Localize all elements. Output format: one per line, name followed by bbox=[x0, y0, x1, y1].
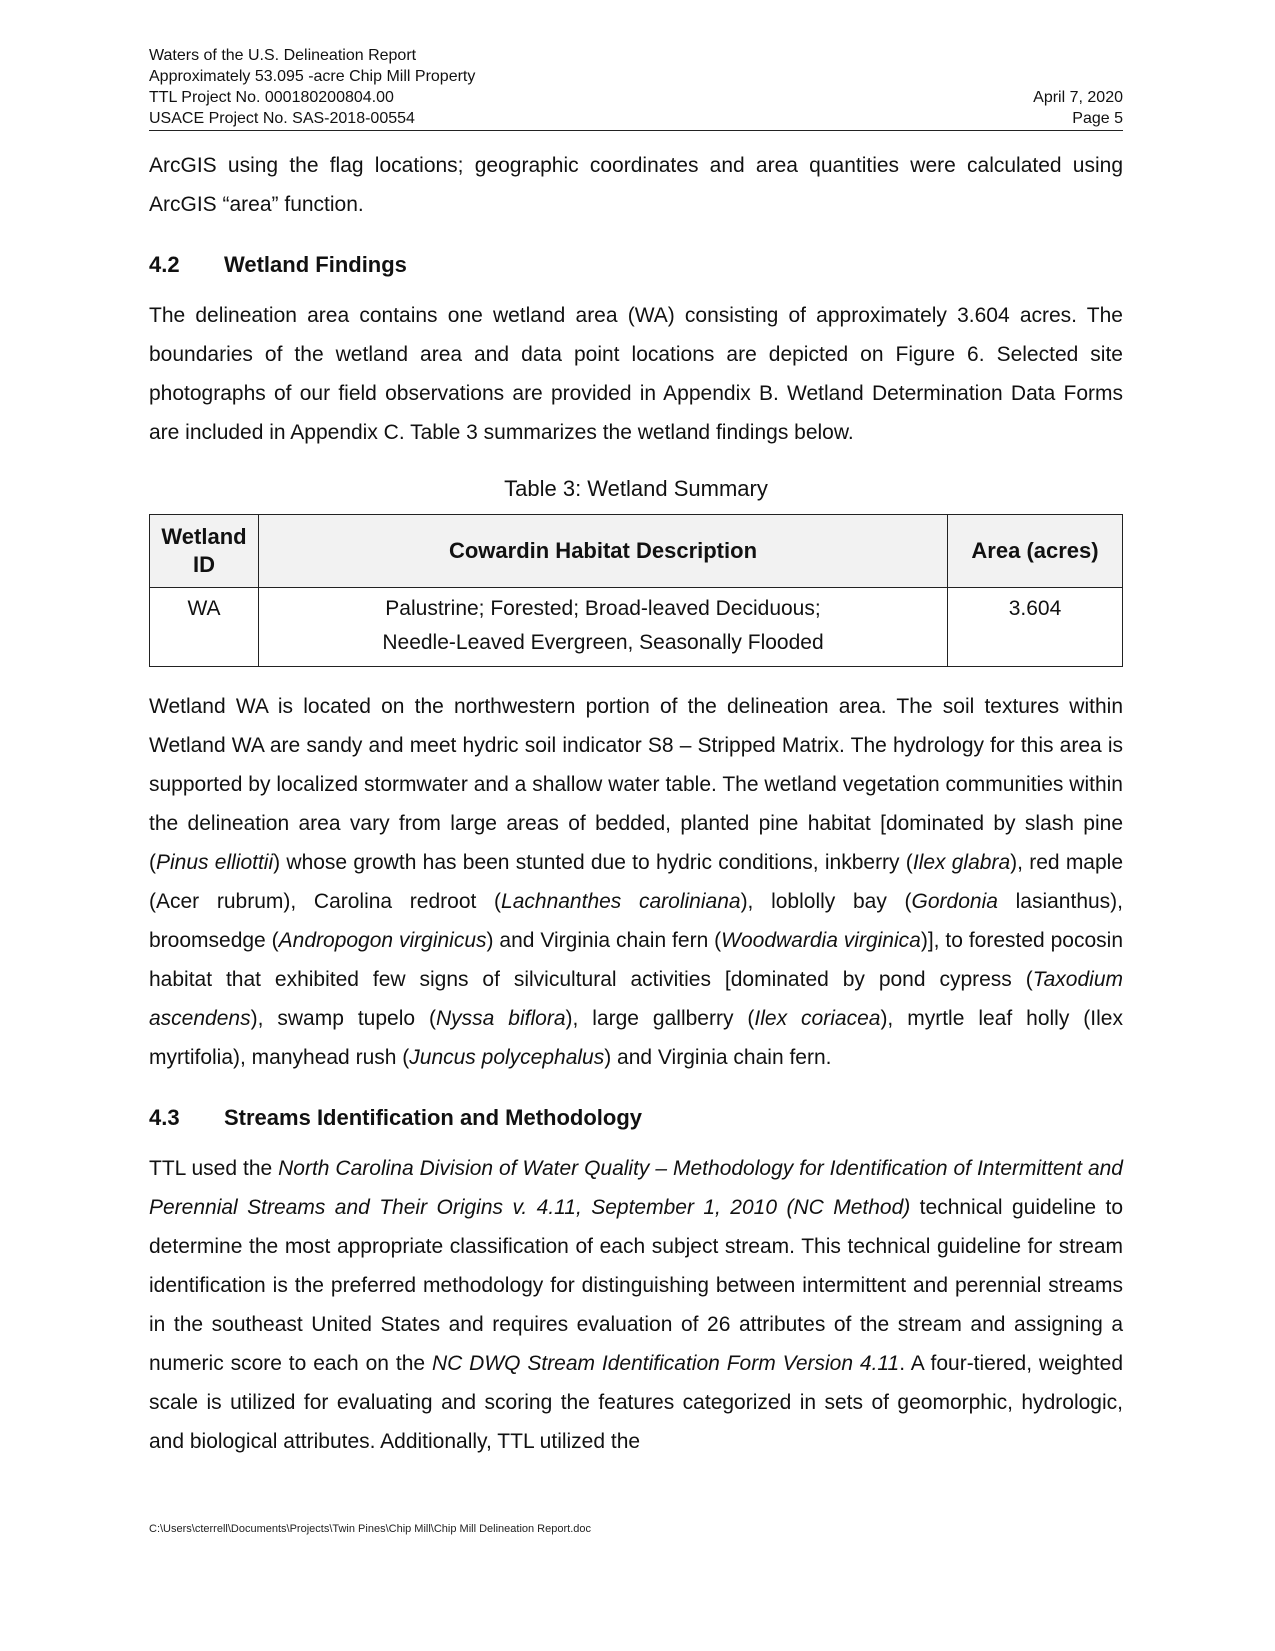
table-header-row bbox=[150, 515, 1123, 588]
text-run: ), myrtle leaf holly (Ilex myrtifolia), manyhead rush ( bbox=[149, 1007, 1123, 1069]
form-reference: NC DWQ Stream Identification Form Version 4.11 bbox=[431, 1352, 900, 1375]
cell-wetland-id: WA bbox=[150, 588, 259, 667]
wetland-summary-table bbox=[149, 514, 1123, 667]
text-run: ), red maple (Acer rubrum), Carolina redroot ( bbox=[149, 851, 1124, 913]
col-header-wetland-id: Wetland ID bbox=[150, 515, 259, 588]
section-title: Wetland Findings bbox=[224, 252, 407, 277]
section-title: Streams Identification and Methodology bbox=[224, 1105, 643, 1130]
page-header bbox=[149, 45, 1123, 131]
file-path-footer: C:\Users\cterrell\Documents\Projects\Twin Pines\Chip Mill\Chip Mill Delineation Report.doc bbox=[149, 1523, 591, 1535]
species-name: Pinus elliottii bbox=[156, 851, 274, 874]
streams-methodology-paragraph bbox=[149, 1149, 1123, 1461]
header-property: Approximately 53.095 -acre Chip Mill Property bbox=[149, 68, 476, 85]
text-run: technical guideline to determine the most appropriate classification of each subject stream. This technical guideline for stream identification is the preferred methodology for distinguishing between intermittent and perennial streams in the southeast United States and requires evaluation of 26 attributes of the stream and assigning a numeric score to each on the bbox=[149, 1196, 1123, 1375]
description-line: Needle-Leaved Evergreen, Seasonally Flooded bbox=[382, 631, 824, 654]
species-name: Ilex glabra bbox=[912, 851, 1011, 874]
header-page-number: Page 5 bbox=[1072, 110, 1123, 127]
species-name: Juncus polycephalus bbox=[409, 1046, 605, 1069]
section-number: 4.3 bbox=[149, 1105, 180, 1130]
wetland-findings-paragraph: The delineation area contains one wetland area (WA) consisting of approximately 3.604 acres. The boundaries of the wetland area and data point locations are depicted on Figure 6. Selected site photographs of our field observations are provided in Appendix B. Wetland Determination Data Forms are included in Appendix C. Table 3 summarizes the wetland findings below. bbox=[149, 304, 1123, 444]
species-name: Andropogon virginicus bbox=[278, 929, 487, 952]
section-4-2-heading bbox=[149, 250, 1123, 280]
text-run: ), loblolly bay ( bbox=[740, 890, 912, 913]
table-row bbox=[150, 588, 1123, 667]
text-run: ), swamp tupelo ( bbox=[250, 1007, 436, 1030]
document-body bbox=[149, 146, 1123, 1461]
cell-description bbox=[259, 588, 948, 667]
header-report-title: Waters of the U.S. Delineation Report bbox=[149, 47, 417, 64]
species-name: Nyssa biflora bbox=[436, 1007, 566, 1030]
cell-area: 3.604 bbox=[948, 588, 1123, 667]
text-run: lasianthus), broomsedge ( bbox=[149, 890, 1124, 952]
header-date: April 7, 2020 bbox=[1033, 89, 1123, 106]
species-name: Taxodium ascendens bbox=[149, 968, 1123, 1030]
method-reference: North Carolina Division of Water Quality – Methodology for Identification of Intermittent and Perennial Streams and Their Origins v. 4.11, September 1, 2010 (NC Method) bbox=[149, 1157, 1123, 1219]
species-name: Ilex coriacea bbox=[754, 1007, 881, 1030]
text-run: )], to forested pocosin habitat that exhibited few signs of silvicultural activities [dominated by pond cypress ( bbox=[149, 929, 1123, 991]
text-run: Wetland WA is located on the northwestern portion of the delineation area. The soil textures within Wetland WA are sandy and meet hydric soil indicator S8 – Stripped Matrix. The hydrology for this area is supported by localized stormwater and a shallow water table. The wetland vegetation communities within the delineation area vary from large areas of bedded, planted pine habitat [dominated by slash pine ( bbox=[149, 695, 1123, 874]
text-run: ) and Virginia chain fern. bbox=[604, 1046, 832, 1069]
text-run: ) whose growth has been stunted due to hydric conditions, inkberry ( bbox=[273, 851, 913, 874]
text-run: . A four-tiered, weighted scale is utilized for evaluating and scoring the features categorized in sets of geomorphic, hydrologic, and biological attributes. Additionally, TTL utilized the bbox=[149, 1352, 1123, 1453]
description-line: Palustrine; Forested; Broad-leaved Deciduous; bbox=[385, 597, 821, 620]
wetland-wa-paragraph bbox=[149, 687, 1123, 1077]
table-caption: Table 3: Wetland Summary bbox=[504, 476, 768, 501]
text-run: TTL used the bbox=[149, 1157, 279, 1180]
col-header-area: Area (acres) bbox=[948, 515, 1123, 588]
header-ttl-project: TTL Project No. 000180200804.00 bbox=[149, 89, 394, 106]
section-number: 4.2 bbox=[149, 252, 180, 277]
header-usace-project: USACE Project No. SAS-2018-00554 bbox=[149, 110, 415, 127]
species-name: Lachnanthes caroliniana bbox=[501, 890, 741, 913]
text-run: ) and Virginia chain fern ( bbox=[486, 929, 722, 952]
intro-paragraph: ArcGIS using the flag locations; geographic coordinates and area quantities were calculated using ArcGIS “area” function. bbox=[149, 154, 1123, 216]
section-4-3-heading bbox=[149, 1103, 1123, 1133]
species-name: Gordonia bbox=[911, 890, 998, 913]
species-name: Woodwardia virginica bbox=[721, 929, 921, 952]
text-run: ), large gallberry ( bbox=[565, 1007, 755, 1030]
col-header-cowardin: Cowardin Habitat Description bbox=[259, 515, 948, 588]
